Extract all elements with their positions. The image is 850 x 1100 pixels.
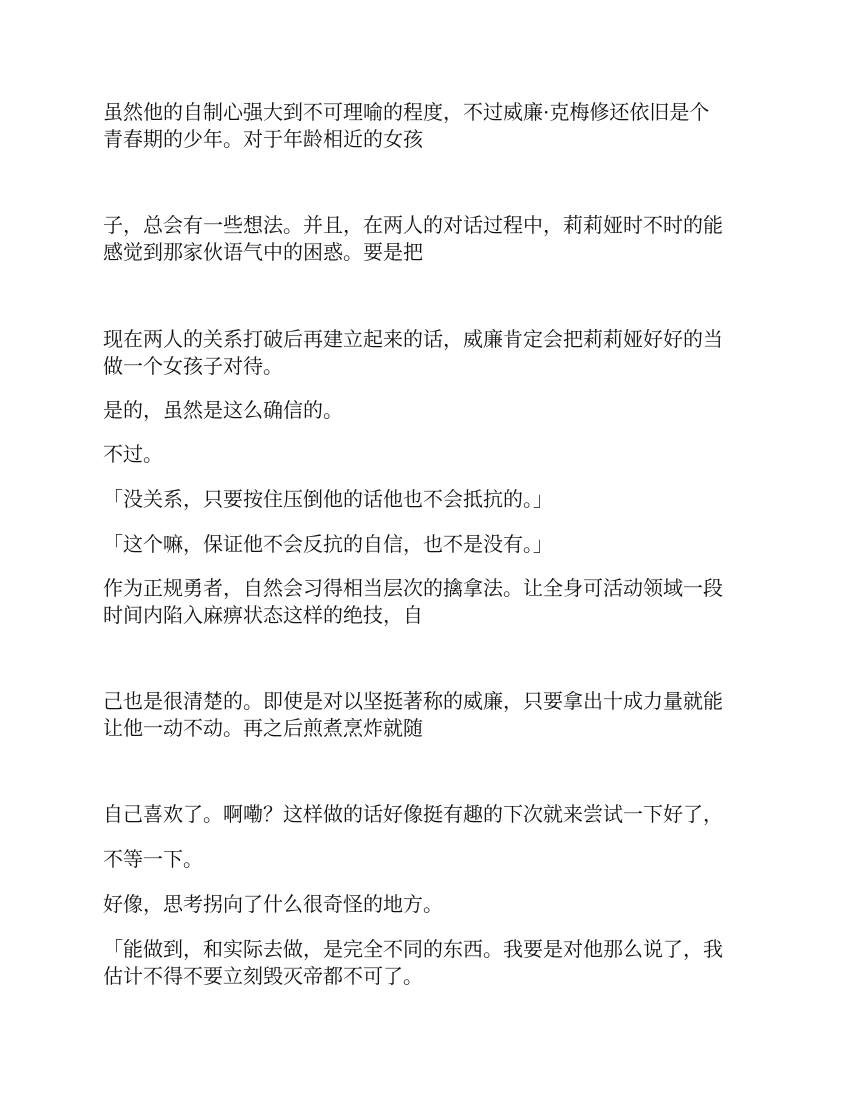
text-line: 作为正规勇者，自然会习得相当层次的擒拿法。让全身可活动领域一段 [103, 576, 723, 600]
text-line: 现在两人的关系打破后再建立起来的话，威廉肯定会把莉莉娅好好的当 [103, 327, 723, 351]
paragraph [103, 397, 753, 424]
paragraph [103, 486, 753, 513]
paragraph [103, 212, 753, 266]
paragraph [103, 846, 753, 873]
text-line: 估计不得不要立刻毁灭帝都不可了。 [103, 964, 423, 988]
text-line: 时间内陷入麻痹状态这样的绝技，自 [103, 603, 423, 627]
text-line: 虽然他的自制心强大到不可理喻的程度，不过威廉·克梅修还依旧是个 [103, 100, 710, 124]
text-line: 感觉到那家伙语气中的困惑。要是把 [103, 240, 423, 264]
text-line: 青春期的少年。对于年龄相近的女孩 [103, 127, 423, 151]
text-line: 「能做到，和实际去做，是完全不同的东西。我要是对他那么说了，我 [103, 937, 723, 961]
text-line: 子，总会有一些想法。并且，在两人的对话过程中，莉莉娅时不时的能 [103, 213, 723, 237]
text-line: 不等一下。 [103, 847, 203, 871]
paragraph [103, 531, 753, 558]
paragraph [103, 575, 753, 629]
paragraph [103, 801, 753, 828]
text-line: 「没关系，只要按住压倒他的话他也不会抵抗的。」 [103, 487, 553, 511]
paragraph [103, 99, 753, 153]
text-line: 「这个嘛，保证他不会反抗的自信，也不是没有。」 [103, 532, 553, 556]
paragraph [103, 891, 753, 918]
text-line: 好像，思考拐向了什么很奇怪的地方。 [103, 892, 443, 916]
text-line: 自己喜欢了。啊嘞？这样做的话好像挺有趣的下次就来尝试一下好了， [103, 802, 723, 826]
text-line: 是的，虽然是这么确信的。 [103, 398, 343, 422]
paragraph [103, 688, 753, 742]
text-line: 不过。 [103, 442, 163, 466]
text-line: 做一个女孩子对待。 [103, 354, 283, 378]
paragraph [103, 441, 753, 468]
paragraph [103, 326, 753, 380]
text-line: 己也是很清楚的。即使是对以坚挺著称的威廉，只要拿出十成力量就能 [103, 689, 723, 713]
paragraph [103, 936, 753, 990]
text-line: 让他一动不动。再之后煎煮烹炸就随 [103, 716, 423, 740]
